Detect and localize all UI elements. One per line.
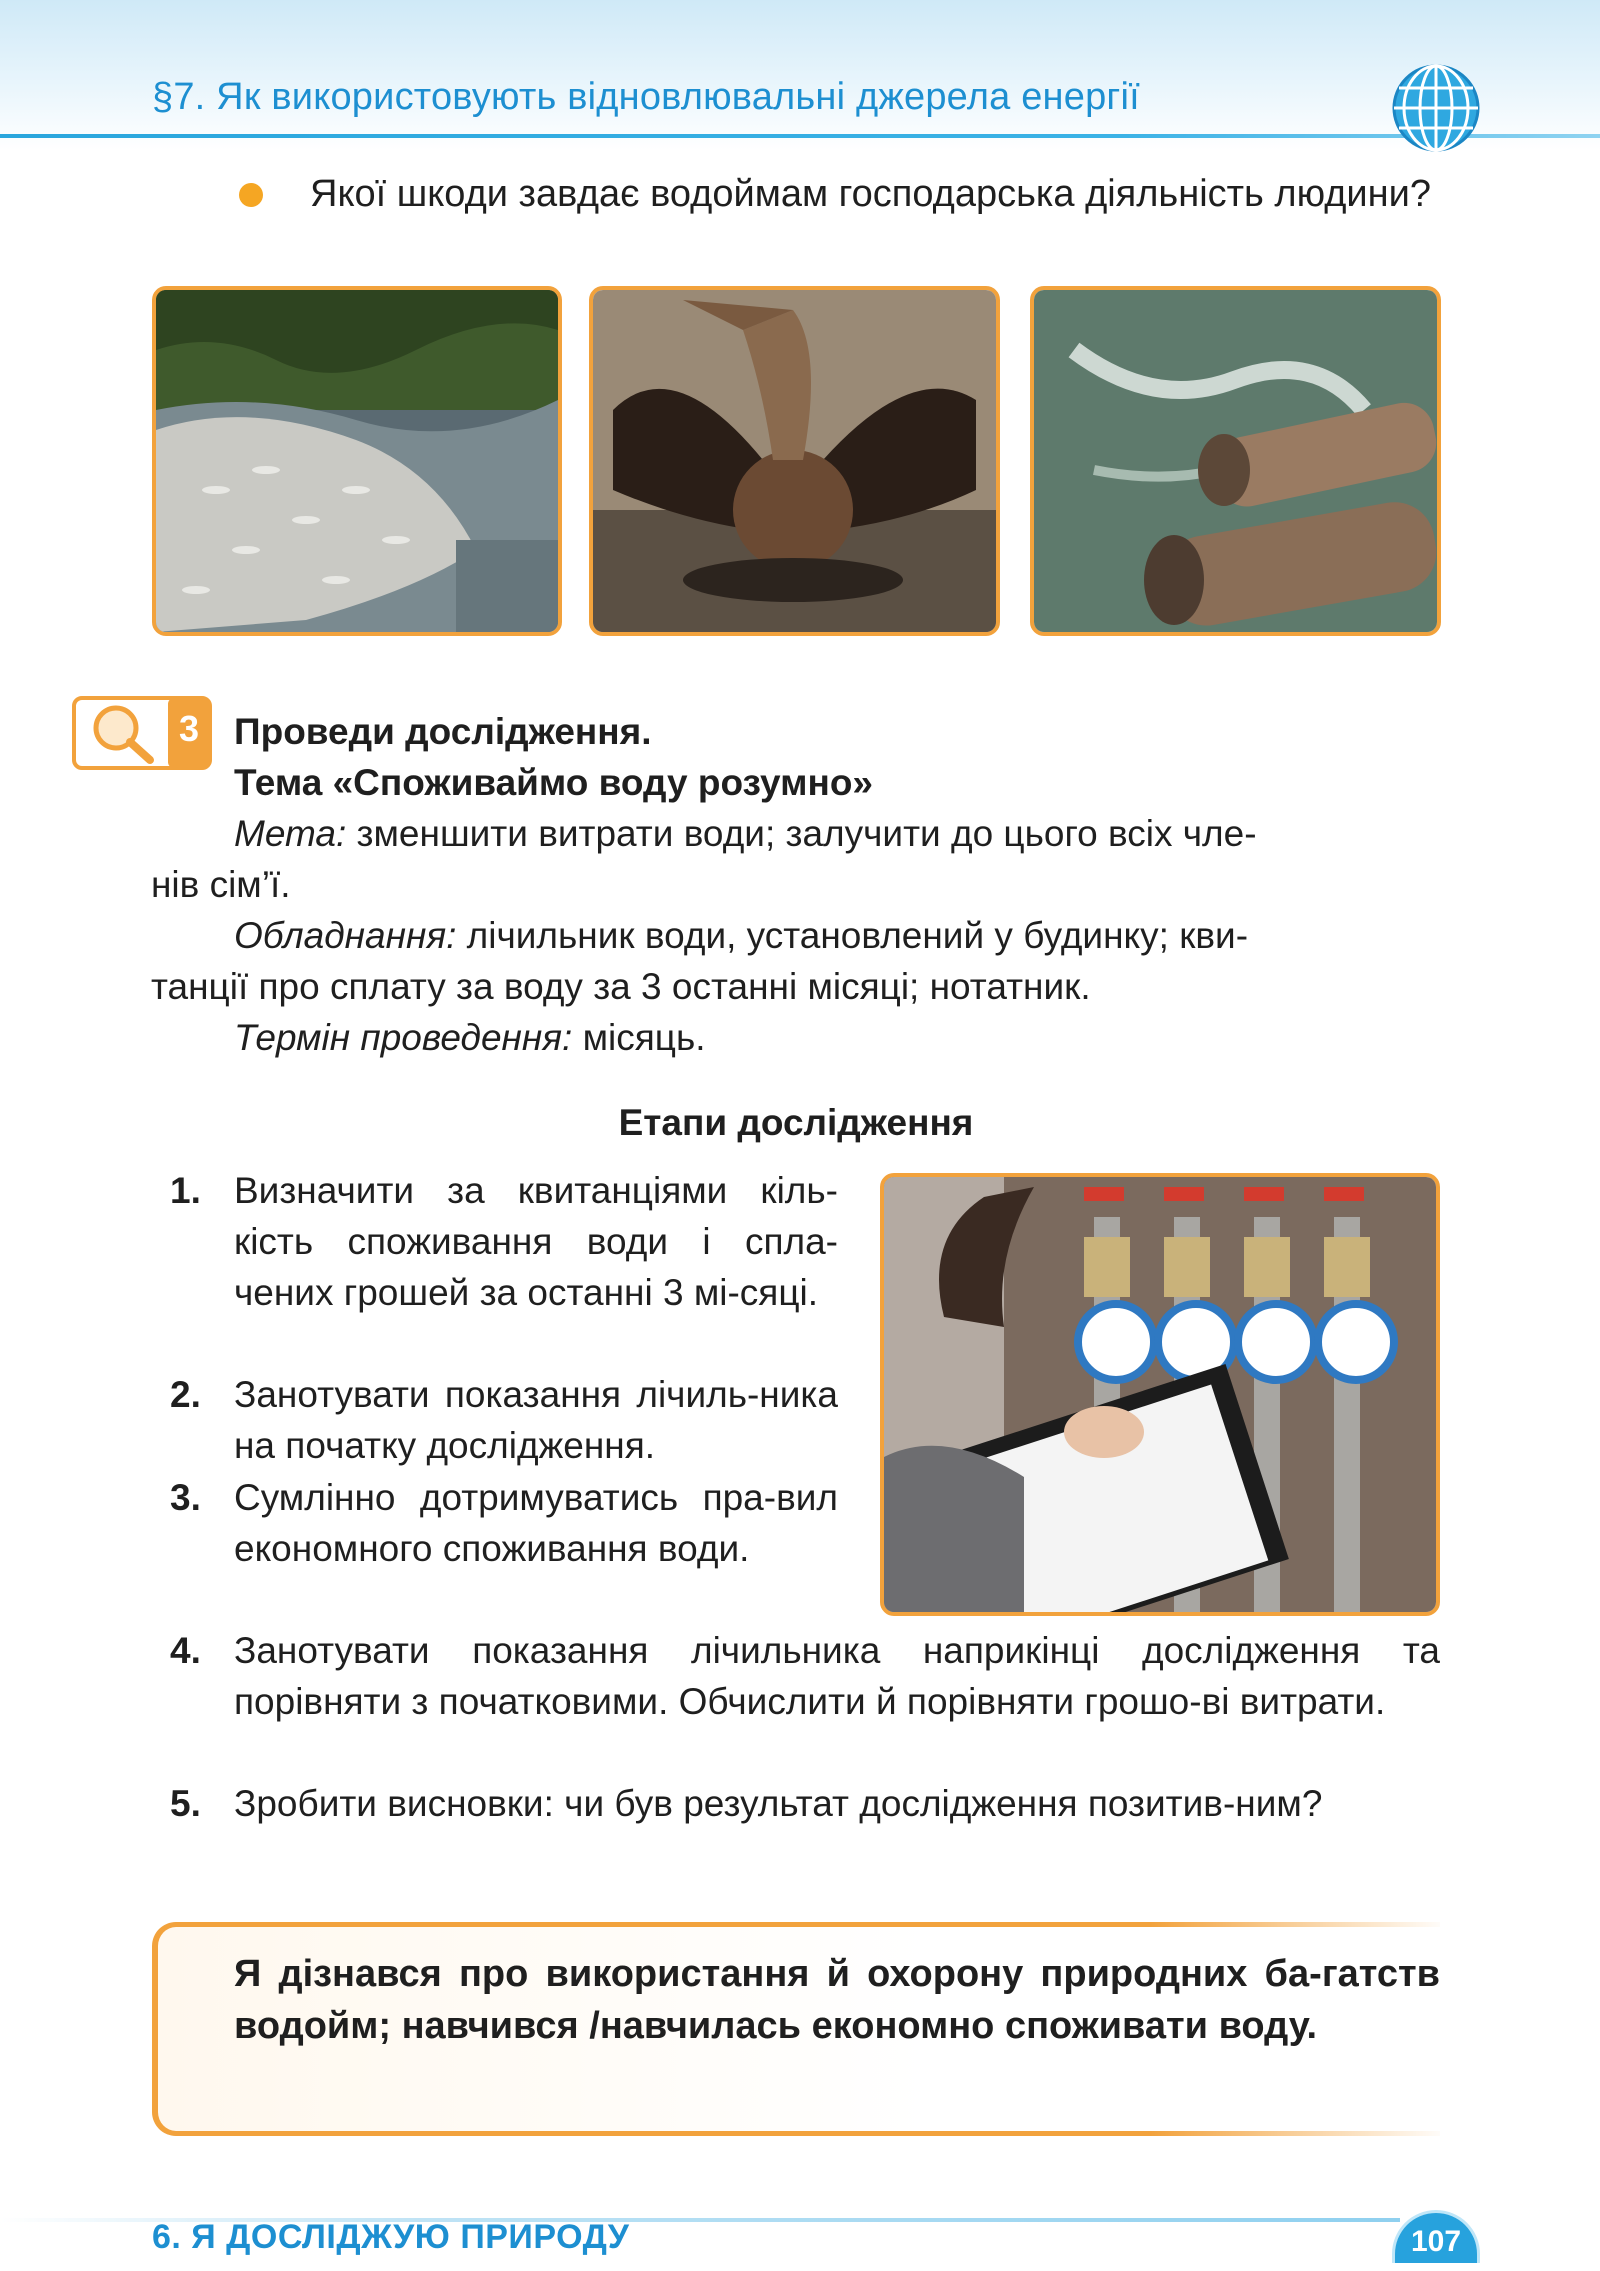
water-meter-reading-photo [880,1173,1440,1616]
task-equipment-cont: танції про сплату за воду за 3 останні місяці; нотатник. [151,966,1091,1007]
page-number: 107 [1392,2210,1480,2263]
goal-label: Мета: [234,813,347,854]
task-title: Проведи дослідження. [234,711,652,752]
step-text: Сумлінно дотримуватись пра-вил економного споживання води. [234,1477,838,1569]
step-text: Занотувати показання лічиль-ника на початку дослідження. [234,1374,838,1466]
header-rule [0,134,1600,138]
task-topic: Тема «Споживаймо воду розумно» [234,762,874,803]
stage-step [170,1472,838,1574]
stage-step [170,1778,1440,1829]
header-band [0,0,1600,150]
step-number: 2. [170,1374,201,1415]
sewage-pipes-discharge-photo [1030,286,1441,636]
globe-icon [1390,62,1482,154]
stage-step [170,1369,838,1471]
task-goal-cont: нів сім’ї. [151,864,291,905]
question-bullet [239,183,263,207]
task-equipment [234,910,1440,961]
dead-fish-on-shore-photo [152,286,562,636]
stage-step [170,1625,1440,1727]
task-number: 3 [178,708,200,749]
oil-covered-pelican-photo [589,286,1000,636]
chapter-title: §7. Як використовують відновлювальні джерела енергії [152,76,1140,118]
step-number: 5. [170,1783,201,1824]
step-text: Визначити за квитанціями кіль-кість споживання води і спла-чених грошей за останні 3 мі-сяці. [234,1170,838,1313]
step-text: Зробити висновки: чи був результат дослідження позитив-ним? [234,1783,1323,1824]
stages-heading: Етапи дослідження [618,1102,974,1143]
step-number: 3. [170,1477,201,1518]
step-number: 1. [170,1170,201,1211]
conclusion-fade [1150,1922,1450,1928]
task-duration [234,1012,1440,1063]
equipment-label: Обладнання: [234,915,457,956]
footer-section-title: 6. Я ДОСЛІДЖУЮ ПРИРОДУ [152,2218,630,2256]
conclusion-fade [1150,2131,1450,2137]
task-body [151,706,1440,1063]
equipment-text: лічильник води, установлений у будинку; кви- [456,915,1249,956]
duration-text: місяць. [572,1017,706,1058]
question-text: Якої шкоди завдає водоймам господарська діяльність людини? [310,173,1431,215]
step-number: 4. [170,1630,201,1671]
step-text: Занотувати показання лічильника наприкінці дослідження та порівняти з початковими. Обчислити й порівняти грошо-ві витрати. [234,1630,1440,1722]
conclusion-text: Я дізнався про використання й охорону природних ба-гатств водойм; навчився /навчилась економно споживати воду. [234,1953,1440,2047]
duration-label: Термін проведення: [234,1017,573,1058]
goal-text: зменшити витрати води; залучити до цього всіх чле- [346,813,1257,854]
stage-step [170,1165,838,1318]
task-goal [234,808,1440,859]
